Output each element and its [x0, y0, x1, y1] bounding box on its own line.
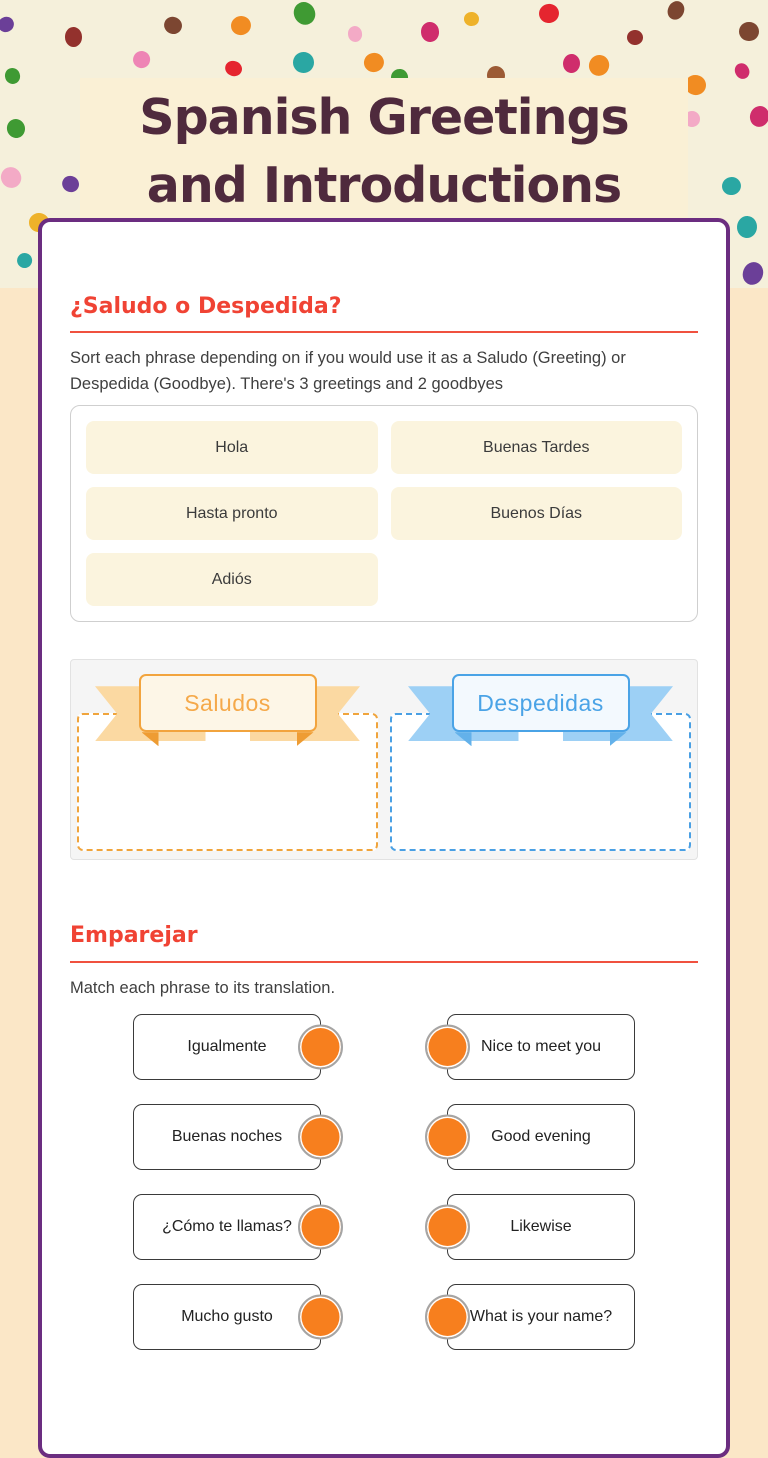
confetti-dot [362, 51, 386, 75]
confetti-dot [739, 22, 759, 41]
confetti-dot [290, 0, 319, 28]
confetti-dot [537, 2, 561, 25]
match-item-right [447, 1104, 635, 1170]
worksheet-title-box [80, 78, 688, 225]
saludos-ribbon [77, 674, 378, 750]
connector-dot[interactable] [298, 1115, 343, 1160]
match-item-left [133, 1194, 321, 1260]
draggable-chip[interactable]: Buenos Días [391, 487, 683, 540]
zone-saludos [77, 666, 378, 853]
connector-dot[interactable] [425, 1205, 470, 1250]
despedidas-label: Despedidas [452, 674, 630, 732]
confetti-dot [293, 52, 314, 73]
confetti-dot [721, 175, 743, 197]
worksheet-title: Spanish Greetings and Introductions [139, 89, 629, 214]
confetti-dot [420, 21, 439, 42]
match-item-left [133, 1014, 321, 1080]
confetti-dot [347, 25, 363, 43]
match-item-label: Nice to meet you [480, 1037, 602, 1055]
match-item-left [133, 1104, 321, 1170]
connector-dot[interactable] [425, 1025, 470, 1070]
match-item-right [447, 1194, 635, 1260]
match-section-heading: Emparejar [70, 923, 198, 949]
connector-dot[interactable] [425, 1115, 470, 1160]
connector-dot[interactable] [425, 1295, 470, 1340]
draggable-chip[interactable]: Buenas Tardes [391, 421, 683, 474]
confetti-dot [740, 260, 767, 288]
zone-despedidas [390, 666, 691, 853]
sort-section-heading: ¿Saludo o Despedida? [70, 294, 342, 319]
match-item-label: Igualmente [187, 1037, 267, 1055]
section-divider [70, 961, 698, 963]
match-item-label: ¿Cómo te llamas? [162, 1217, 292, 1235]
match-instructions: Match each phrase to its translation. [70, 978, 336, 997]
saludos-label: Saludos [139, 674, 317, 732]
confetti-dot [0, 164, 25, 192]
confetti-dot [65, 27, 82, 47]
confetti-dot [161, 14, 185, 38]
confetti-dot [229, 13, 254, 37]
confetti-dot [747, 103, 768, 129]
confetti-dot [464, 11, 480, 26]
match-item-label: Mucho gusto [181, 1307, 273, 1325]
section-divider [70, 331, 698, 333]
confetti-dot [0, 14, 16, 35]
confetti-dot [736, 215, 758, 239]
match-grid [133, 1014, 698, 1350]
draggable-chip[interactable]: Adiós [86, 553, 378, 606]
chips-panel [70, 405, 698, 622]
match-item-right [447, 1014, 635, 1080]
connector-dot[interactable] [298, 1025, 343, 1070]
confetti-dot [59, 173, 82, 195]
sort-board [70, 659, 698, 860]
confetti-dot [5, 117, 27, 140]
match-item-left [133, 1284, 321, 1350]
confetti-dot [626, 30, 643, 47]
match-item-label: What is your name? [469, 1307, 613, 1325]
connector-dot[interactable] [298, 1295, 343, 1340]
confetti-dot [130, 48, 153, 71]
match-item-right [447, 1284, 635, 1350]
confetti-dot [563, 54, 581, 74]
match-item-label: Buenas noches [171, 1127, 283, 1145]
confetti-dot [223, 59, 244, 79]
worksheet-card [38, 218, 730, 1458]
draggable-chip[interactable]: Hasta pronto [86, 487, 378, 540]
draggable-chip[interactable]: Hola [86, 421, 378, 474]
confetti-dot [732, 60, 752, 81]
match-item-label: Likewise [510, 1217, 572, 1235]
match-section [70, 923, 698, 1350]
despedidas-ribbon [390, 674, 691, 750]
match-item-label: Good evening [491, 1127, 591, 1145]
confetti-dot [585, 52, 613, 80]
confetti-dot [665, 0, 688, 22]
sort-instructions: Sort each phrase depending on if you would use it as a Saludo (Greeting) or Despedida (Goodbye). There's 3 greetings and 2 goodbyes [70, 349, 626, 393]
confetti-dot [14, 251, 35, 272]
connector-dot[interactable] [298, 1205, 343, 1250]
confetti-dot [3, 66, 22, 86]
